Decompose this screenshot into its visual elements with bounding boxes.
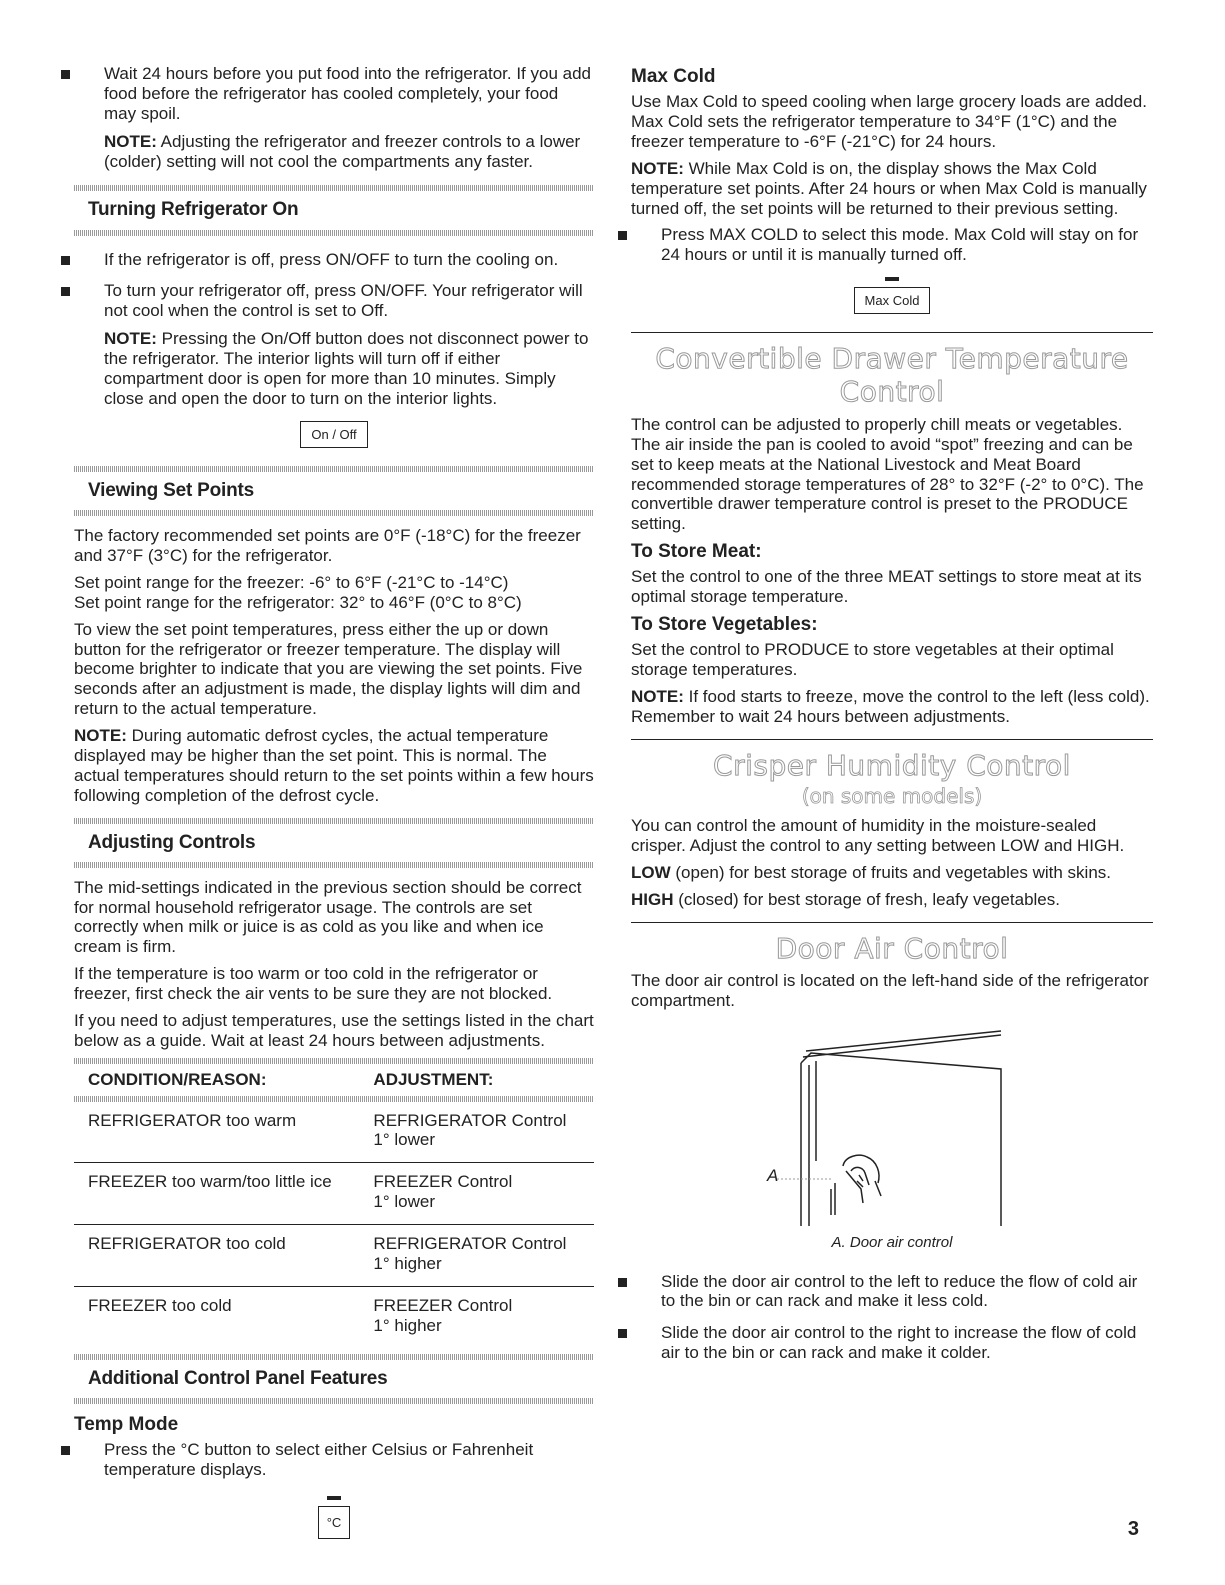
on-off-button-wrap — [74, 421, 594, 448]
celsius-button-wrap — [74, 1496, 594, 1539]
viewing-range-freezer: Set point range for the freezer: -6° to 6°F (-21°C to -14°C) — [74, 572, 509, 592]
crisper-p1: You can control the amount of humidity in the moisture-sealed crisper. Adjust the control to any setting between LOW and HIGH. — [631, 816, 1125, 855]
celsius-button-illustration: °C — [318, 1506, 351, 1539]
crisper-low — [631, 863, 1153, 883]
convertible-note — [631, 687, 1153, 727]
section-rule — [74, 510, 594, 516]
high-label: HIGH — [631, 889, 674, 909]
cell-condition: FREEZER too cold — [88, 1295, 232, 1315]
temp-mode-heading: Temp Mode — [74, 1413, 179, 1435]
viewing-note — [74, 726, 594, 806]
crisper-high — [631, 890, 1153, 910]
door-air-figure — [631, 1021, 1153, 1226]
table-row — [74, 1102, 594, 1163]
additional-heading: Additional Control Panel Features — [88, 1367, 388, 1389]
max-cold-button-wrap — [631, 277, 1153, 314]
viewing-p3: To view the set point temperatures, press either the up or down button for the refrigerator or freezer temperature. The display will become brighter to indicate that you are viewing the set points. Five seconds after an adjustment is made, the display lights will dim and return to the actual temperature. — [74, 619, 583, 719]
note-label: NOTE: — [104, 131, 157, 151]
note-label: NOTE: — [631, 687, 684, 707]
adjustment-amount: 1° lower — [373, 1130, 436, 1150]
adjustment-control: FREEZER Control — [373, 1295, 513, 1315]
table-header-condition: CONDITION/REASON: — [88, 1069, 267, 1089]
section-divider — [631, 739, 1153, 740]
figure-caption: A. Door air control — [831, 1234, 953, 1251]
bullet-square — [61, 70, 70, 79]
max-cold-note — [631, 159, 1153, 219]
low-label: LOW — [631, 862, 671, 882]
cell-condition: FREEZER too warm/too little ice — [74, 1163, 367, 1225]
note-text: Adjusting the refrigerator and freezer controls to a lower (colder) setting will not cool the compartments any faster. — [104, 131, 581, 171]
door-air-p1: The door air control is located on the left-hand side of the refrigerator compartment. — [631, 971, 1149, 1011]
section-divider — [631, 332, 1153, 333]
door-air-bullet-2 — [631, 1323, 1153, 1363]
adjusting-heading: Adjusting Controls — [88, 831, 256, 853]
table-row — [74, 1286, 594, 1347]
figure-label-a: A — [767, 1166, 779, 1185]
intro-bullet — [74, 64, 594, 171]
note-label: NOTE: — [631, 158, 684, 178]
turning-on-bullet-2 — [74, 281, 594, 408]
max-cold-heading: Max Cold — [631, 66, 716, 87]
store-veg-text: Set the control to PRODUCE to store vegetables at their optimal storage temperatures. — [631, 640, 1114, 680]
cell-condition: REFRIGERATOR too cold — [74, 1225, 367, 1287]
store-meat-heading: To Store Meat: — [631, 541, 762, 563]
temp-mode-bullet — [74, 1440, 594, 1480]
section-divider — [631, 922, 1153, 923]
cell-condition: REFRIGERATOR too warm — [74, 1102, 367, 1163]
bullet-text: Press MAX COLD to select this mode. Max Cold will stay on for 24 hours or until it is manually turned off. — [661, 225, 1139, 265]
cell-adjustment — [367, 1286, 594, 1347]
adjustment-control: REFRIGERATOR Control — [373, 1110, 567, 1130]
indicator-dash — [885, 277, 899, 281]
table-header-adjustment: ADJUSTMENT: — [373, 1069, 494, 1089]
note-text: During automatic defrost cycles, the actual temperature displayed may be higher than the set point. This is normal. The actual temperatures should return to the set points within a few hours following completion of the defrost cycle. — [74, 726, 594, 805]
table-row — [74, 1225, 594, 1287]
crisper-heading: Crisper Humidity Control — [713, 748, 1071, 782]
cell-adjustment — [367, 1163, 594, 1225]
note-text: Pressing the On/Off button does not disconnect power to the refrigerator. The interior lights will turn off if either compartment door is open for more than 10 minutes. Simply close and open the door to turn on the interior lights. — [104, 329, 589, 408]
bullet-square — [61, 256, 70, 265]
bullet-text: Slide the door air control to the right to increase the flow of cold air to the bin or can rack and make it colder. — [661, 1323, 1137, 1363]
adjustment-amount: 1° lower — [373, 1192, 436, 1212]
indicator-dash — [327, 1496, 341, 1500]
on-off-button-illustration: On / Off — [300, 421, 367, 448]
note-text: If food starts to freeze, move the control to the left (less cold). Remember to wait 24 hours between adjustments. — [631, 687, 1150, 726]
door-air-heading: Door Air Control — [775, 931, 1009, 965]
viewing-range-fridge: Set point range for the refrigerator: 32° to 46°F (0°C to 8°C) — [74, 592, 522, 612]
note-label: NOTE: — [74, 726, 127, 746]
adjusting-p1: The mid-settings indicated in the previous section should be correct for normal household refrigerator usage. The controls are set correctly when milk or juice is as cold as you like and when ice cream is firm. — [74, 877, 582, 957]
max-cold-bullet — [631, 225, 1153, 265]
cell-adjustment — [367, 1102, 594, 1163]
turning-on-note — [104, 329, 594, 409]
table-row — [74, 1163, 594, 1225]
bullet-text: If the refrigerator is off, press ON/OFF to turn the cooling on. — [104, 249, 559, 269]
section-rule — [74, 862, 594, 868]
bullet-square — [618, 231, 627, 240]
left-column — [74, 64, 594, 1555]
adjustment-table — [74, 1064, 594, 1348]
page-number: 3 — [1127, 1518, 1139, 1540]
section-rule — [74, 1398, 594, 1404]
convertible-p1: The control can be adjusted to properly chill meats or vegetables. The air inside the pan is cooled to avoid “spot” freezing and can be set to keep meats at the National Livestock and Meat Board recommended storage temperatures of 28° to 32°F (-2° to 0°C). The convertible drawer temperature control is preset to the PRODUCE setting. — [631, 414, 1144, 534]
bullet-square — [61, 287, 70, 296]
adjustment-amount: 1° higher — [373, 1315, 442, 1335]
adjustment-amount: 1° higher — [373, 1253, 442, 1273]
adjusting-p3: If you need to adjust temperatures, use the settings listed in the chart below as a guide. Wait at least 24 hours between adjustments. — [74, 1010, 594, 1050]
viewing-heading: Viewing Set Points — [88, 479, 255, 501]
low-text: (open) for best storage of fruits and vegetables with skins. — [670, 862, 1111, 882]
store-meat-text: Set the control to one of the three MEAT settings to store meat at its optimal storage temperature. — [631, 567, 1142, 607]
intro-note — [104, 132, 594, 172]
cell-adjustment — [367, 1225, 594, 1287]
refrigerator-door-illustration — [631, 1021, 1153, 1226]
right-column — [631, 64, 1153, 1375]
turning-on-bullet-1 — [74, 250, 594, 270]
note-text: While Max Cold is on, the display shows the Max Cold temperature set points. After 24 hours or when Max Cold is manually turned off, the set points will be returned to their previous setting. — [631, 158, 1147, 218]
adjusting-p2: If the temperature is too warm or too cold in the refrigerator or freezer, first check the air vents to be sure they are not blocked. — [74, 964, 553, 1004]
viewing-p1: The factory recommended set points are 0°F (-18°C) for the freezer and 37°F (3°C) for the refrigerator. — [74, 526, 581, 566]
adjustment-control: REFRIGERATOR Control — [373, 1234, 567, 1254]
convertible-heading: Convertible Drawer Temperature Control — [655, 342, 1129, 409]
note-label: NOTE: — [104, 329, 157, 349]
door-air-bullet-1 — [631, 1272, 1153, 1312]
intro-bullet-text: Wait 24 hours before you put food into the refrigerator. If you add food before the refrigerator has cooled completely, your food may spoil. — [104, 64, 591, 123]
crisper-subtitle: (on some models) — [801, 783, 983, 808]
bullet-square — [61, 1446, 70, 1455]
bullet-text: To turn your refrigerator off, press ON/OFF. Your refrigerator will not cool when the control is set to Off. — [104, 281, 583, 321]
turning-on-heading: Turning Refrigerator On — [88, 199, 299, 221]
max-cold-button-illustration: Max Cold — [854, 287, 931, 314]
bullet-square — [618, 1278, 627, 1287]
high-text: (closed) for best storage of fresh, leafy vegetables. — [673, 889, 1060, 909]
section-rule — [74, 230, 594, 236]
max-cold-p1: Use Max Cold to speed cooling when large grocery loads are added. Max Cold sets the refrigerator temperature to 34°F (1°C) and the freezer temperature to -6°F (-21°C) for 24 hours. — [631, 92, 1147, 151]
bullet-text: Press the °C button to select either Celsius or Fahrenheit temperature displays. — [104, 1440, 534, 1479]
table-header-row — [74, 1064, 594, 1096]
store-veg-heading: To Store Vegetables: — [631, 614, 818, 636]
bullet-text: Slide the door air control to the left to reduce the flow of cold air to the bin or can rack and make it less cold. — [661, 1271, 1138, 1311]
bullet-square — [618, 1329, 627, 1338]
adjustment-control: FREEZER Control — [373, 1172, 513, 1192]
